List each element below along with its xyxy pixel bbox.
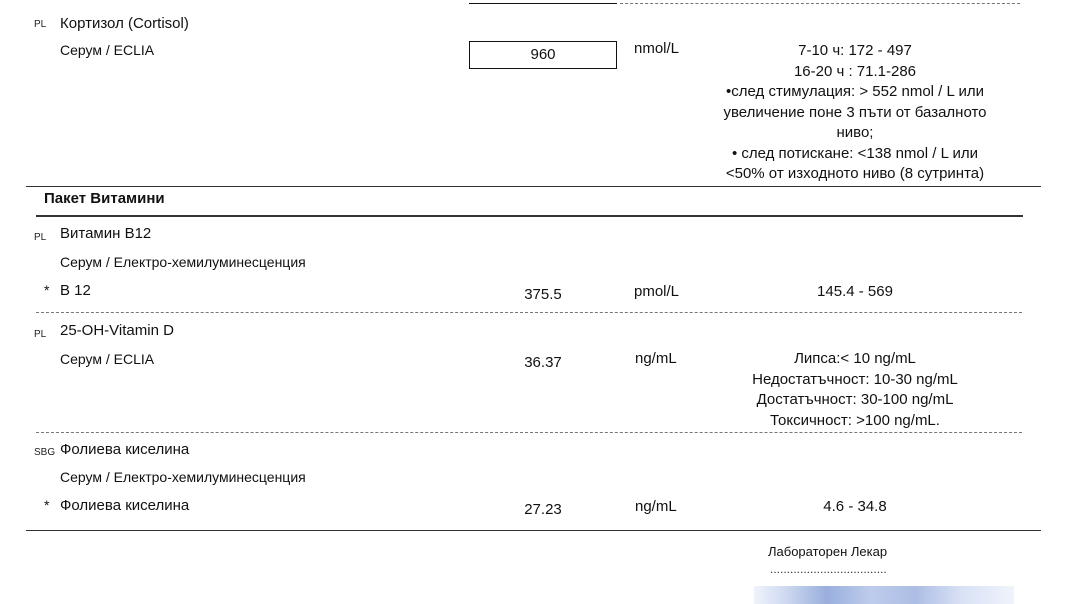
folate-method: Серум / Електро-хемилуминесценция (60, 469, 306, 485)
cortisol-ref-line: • след потискане: <138 nmol / L или (731, 144, 979, 162)
b12-test-name: Витамин B12 (60, 225, 152, 242)
vitd-ref-line: Липса:< 10 ng/mL (794, 350, 916, 367)
cortisol-code: PL (34, 19, 47, 30)
table-end-divider (26, 530, 1041, 531)
cortisol-method: Серум / ECLIA (60, 42, 155, 58)
cortisol-ref-line: <50% от изходното ниво (8 сутринта) (725, 165, 985, 182)
folate-value: 27.23 (524, 501, 562, 518)
top-divider (620, 3, 1020, 4)
cortisol-unit: nmol/L (634, 40, 680, 57)
signature-stamp (754, 586, 1014, 604)
b12-method: Серум / Електро-хемилуминесценция (60, 254, 306, 270)
b12-unit: pmol/L (634, 283, 680, 300)
section-divider (26, 186, 1041, 187)
cortisol-ref-line: увеличение поне 3 пъти от базалното (723, 103, 987, 121)
vitd-method: Серум / ECLIA (60, 351, 155, 367)
section-title-underline (36, 215, 1023, 217)
row-divider (36, 432, 1022, 433)
folate-unit: ng/mL (635, 498, 677, 515)
cortisol-ref-line: ниво; (836, 124, 874, 141)
cortisol-ref-line: 16-20 ч : 71.1-286 (793, 62, 917, 80)
b12-marker: * (44, 282, 50, 298)
vitd-ref-line: Достатъчност: 30-100 ng/mL (756, 391, 954, 408)
signature-line: ................................... (770, 562, 887, 576)
b12-reference: 145.4 - 569 (817, 283, 893, 300)
cortisol-value: 960 (530, 46, 556, 63)
vitd-unit: ng/mL (635, 350, 677, 367)
row-divider (36, 312, 1022, 313)
vitd-test-name: 25-OH-Vitamin D (60, 322, 174, 339)
b12-parameter: B 12 (60, 282, 91, 299)
previous-value-box-edge (469, 0, 617, 4)
folate-parameter: Фолиева киселина (60, 497, 190, 514)
signature-label: Лабораторен Лекар (768, 544, 888, 559)
vitd-reference (700, 349, 1010, 431)
cortisol-ref-line: •след стимулация: > 552 nmol / L или (726, 83, 984, 100)
cortisol-test-name: Кортизол (Cortisol) (60, 15, 189, 32)
b12-code: PL (34, 232, 47, 243)
cortisol-ref-line: 7-10 ч: 172 - 497 (798, 42, 912, 59)
section-title: Пакет Витамини (44, 190, 165, 207)
cortisol-reference (700, 41, 1010, 185)
vitd-value: 36.37 (524, 354, 562, 371)
vitd-code: PL (34, 329, 47, 340)
vitd-ref-line: Недостатъчност: 10-30 ng/mL (752, 370, 958, 388)
folate-test-name: Фолиева киселина (60, 441, 190, 458)
vitd-ref-line: Токсичност: >100 ng/mL. (770, 411, 940, 429)
folate-code: SBG (34, 447, 56, 458)
b12-value: 375.5 (524, 286, 562, 303)
folate-marker: * (44, 497, 50, 513)
folate-reference: 4.6 - 34.8 (823, 498, 887, 515)
